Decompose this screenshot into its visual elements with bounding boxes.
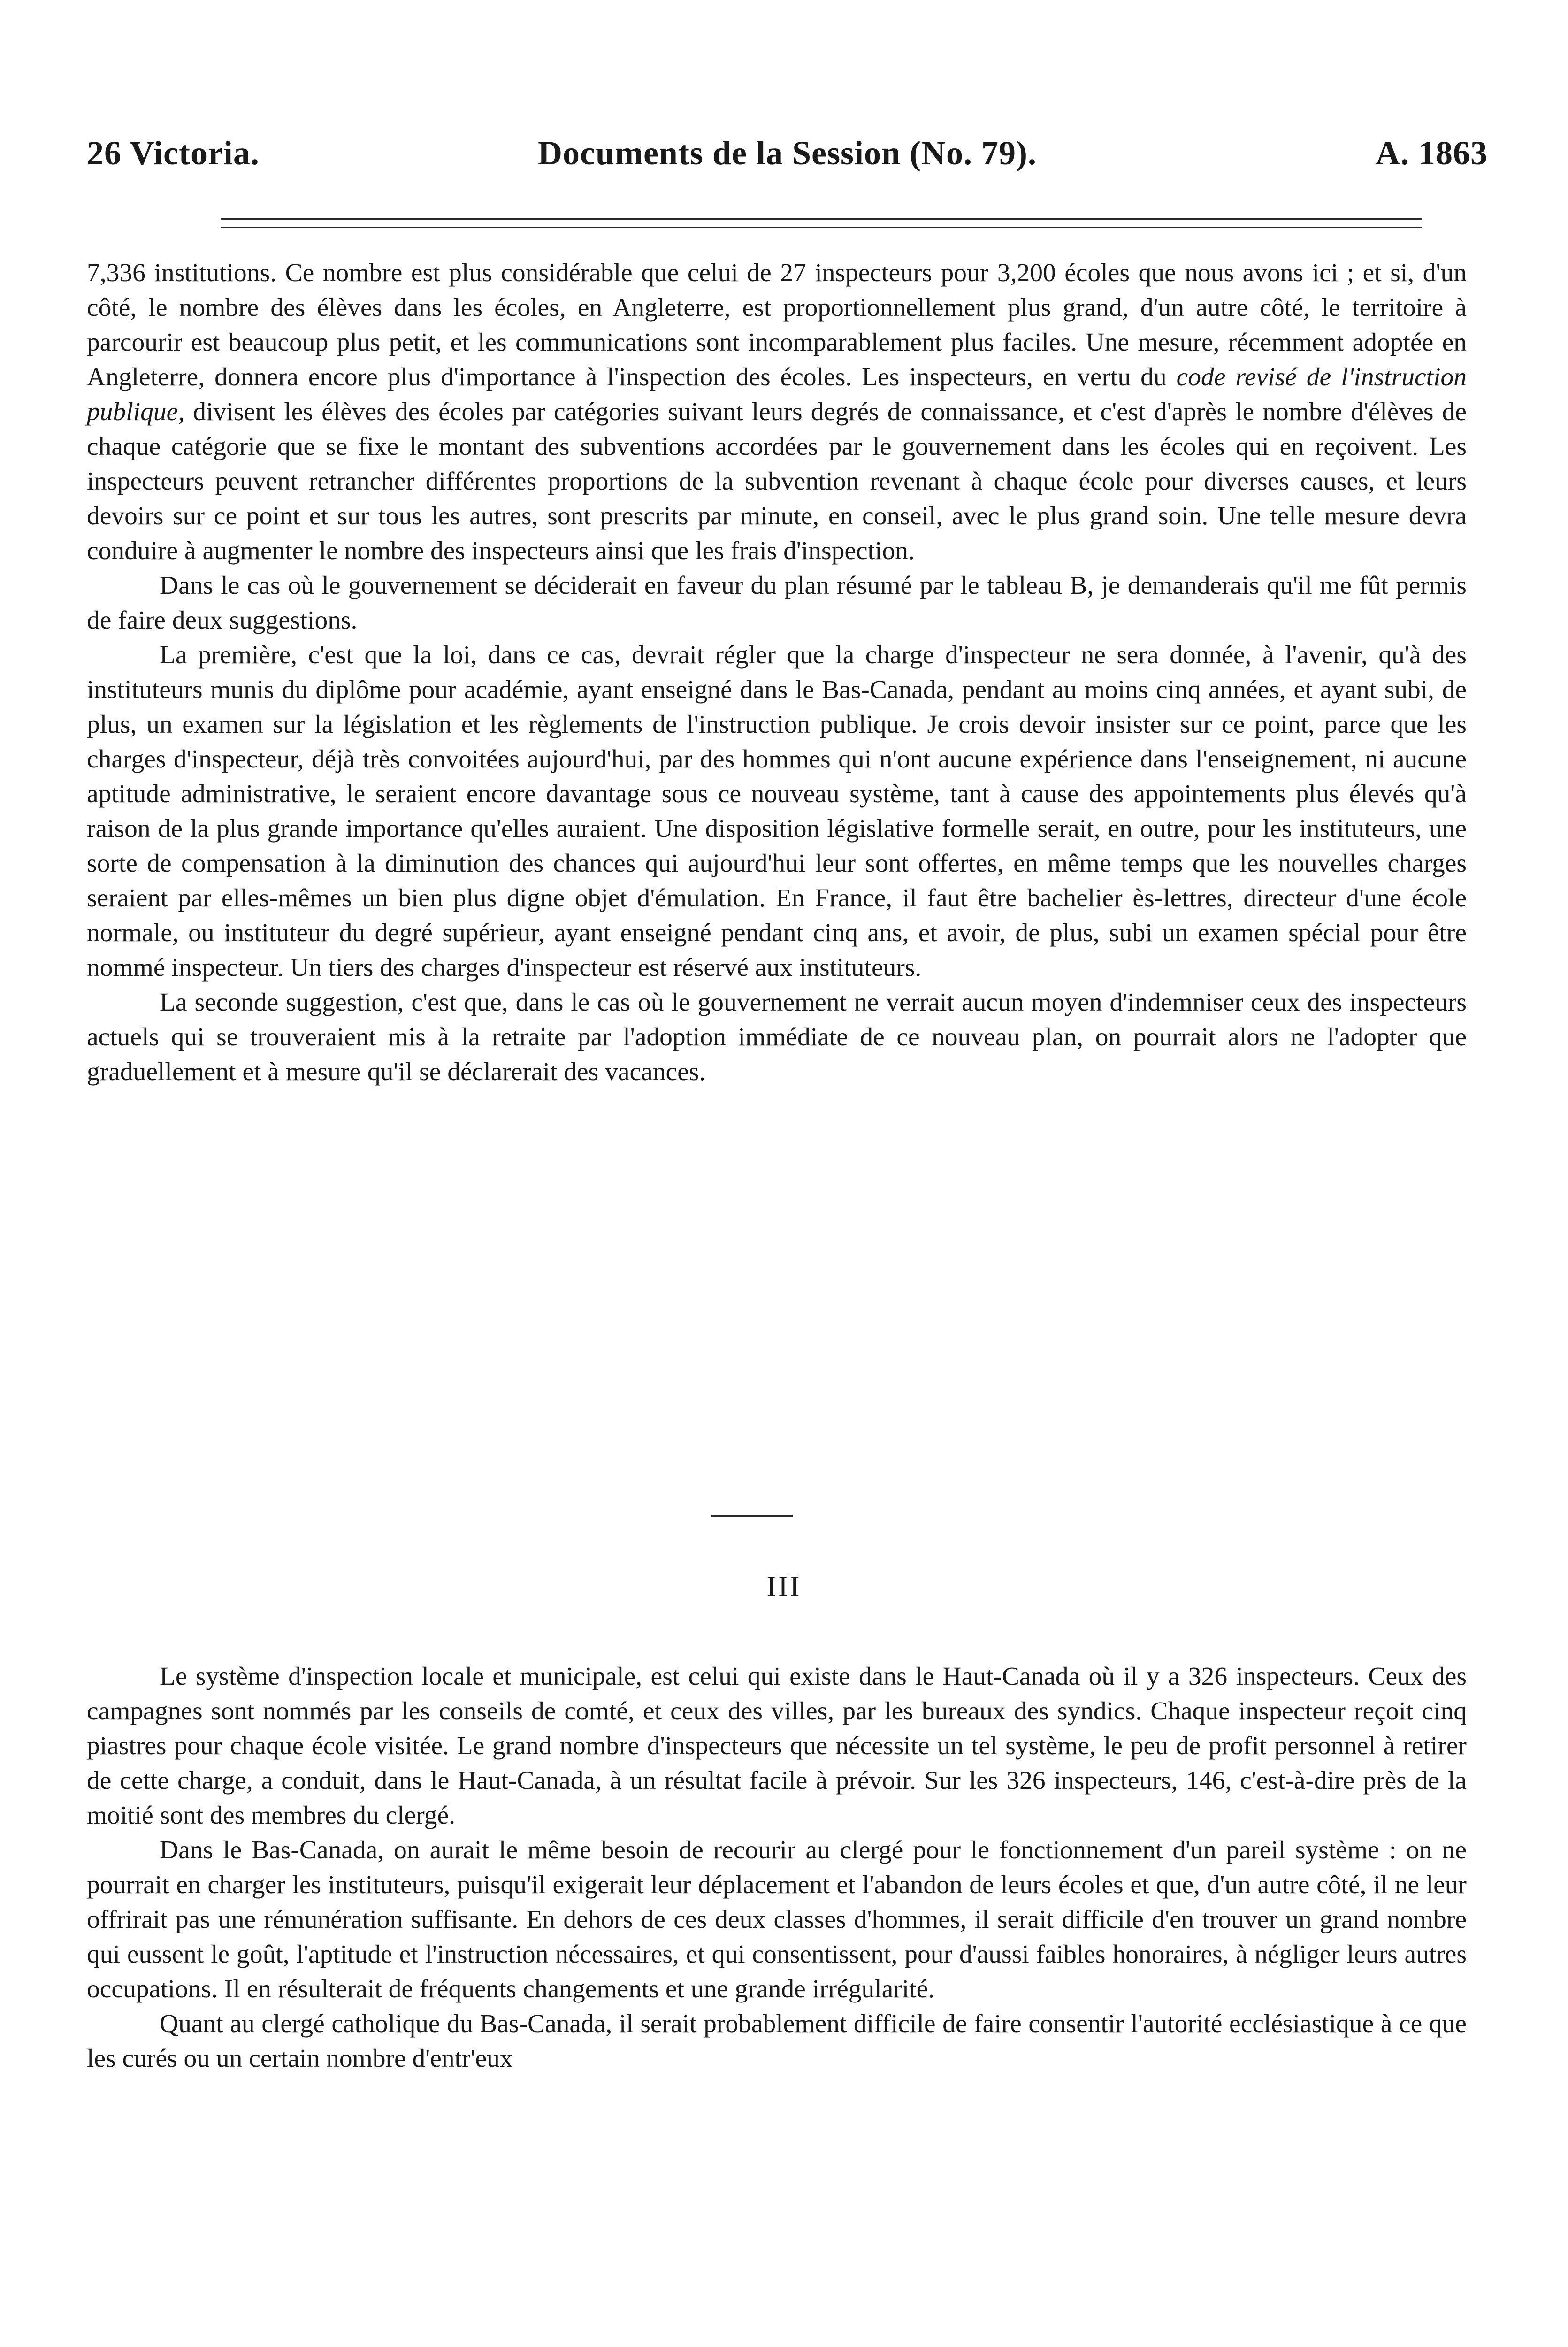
paragraph-text: 7,336 institutions. Ce nombre est plus considérable que celui de 27 inspecteurs pour 3,200 écoles que nous avons ici ; et si, d'un côté, le nombre des élèves dans les écoles, en Angleterre, est proportionnellement plus grand, d'un autre côté, le territoire à parcourir est beaucoup plus petit, et les communications sont incomparablement plus faciles. Une mesure, récemment adoptée en Angleterre, donnera encore plus d'importance à l'inspection des écoles. Les inspecteurs, en vertu du: [87, 259, 1467, 391]
text-block-top: [87, 256, 1467, 1089]
running-header: [87, 134, 1488, 185]
paragraph: Dans le Bas-Canada, on aurait le même besoin de recourir au clergé pour le fonctionnement d'un pareil système : on ne pourrait en charger les instituteurs, puisqu'il exigerait leur déplacement et l'abandon de leurs écoles et que, d'un autre côté, il ne leur offrirait pas une rémunération suffisante. En dehors de ces deux classes d'hommes, il serait difficile d'en trouver un grand nombre qui eussent le goût, l'aptitude et l'instruction nécessaires, et qui consentissent, pour d'aussi faibles honoraires, à négliger leurs autres occupations. Il en résulterait de fréquents changements et une grande irrégularité.: [87, 1836, 1467, 2003]
text-block-bottom: [87, 1659, 1467, 2076]
paragraph: La seconde suggestion, c'est que, dans le cas où le gouvernement ne verrait aucun moyen d'indemniser ceux des inspecteurs actuels qui se trouveraient mis à la retraite par l'adoption immédiate de ce nouveau plan, on pourrait alors ne l'adopter que graduellement et à mesure qu'il se déclarerait des vacances.: [87, 988, 1467, 1086]
paragraph: [87, 256, 1467, 568]
header-session-year: 26 Victoria.: [87, 134, 260, 172]
paragraph: Quant au clergé catholique du Bas-Canada, il serait probablement difficile de faire consentir l'autorité ecclésiastique à ce que les curés ou un certain nombre d'entr'eux: [87, 2010, 1467, 2073]
italic-citation: code revisé de l'instruction publique,: [87, 363, 1467, 426]
paragraph: La première, c'est que la loi, dans ce cas, devrait régler que la charge d'inspecteur ne sera donnée, à l'avenir, qu'à des instituteurs munis du diplôme pour académie, ayant enseigné dans le Bas-Canada, pendant au moins cinq années, et ayant subi, de plus, un examen sur la législation et les règlements de l'instruction publique. Je crois devoir insister sur ce point, parce que les charges d'inspecteur, déjà très convoitées aujourd'hui, par des hommes qui n'ont aucune expérience dans l'enseignement, ni aucune aptitude administrative, le seraient encore davantage sous ce nouveau système, tant à cause des appointements plus élevés qu'à raison de la plus grande importance qu'elles auraient. Une disposition législative formelle serait, en outre, pour les instituteurs, une sorte de compensation à la diminution des chances qui aujourd'hui leur sont offertes, en même temps que les nouvelles charges seraient par elles-mêmes un bien plus digne objet d'émulation. En France, il faut être bachelier ès-lettres, directeur d'une école normale, ou instituteur du degré supérieur, ayant enseigné pendant cinq ans, et avoir, de plus, subi un examen spécial pour être nommé inspecteur. Un tiers des charges d'inspecteur est réservé aux instituteurs.: [87, 641, 1467, 982]
paragraph: Dans le cas où le gouvernement se déciderait en faveur du plan résumé par le tableau B, je demanderais qu'il me fût permis de faire deux suggestions.: [87, 571, 1467, 635]
paragraph-text: divisent les élèves des écoles par catégories suivant leurs degrés de connaissance, et c'est d'après le nombre d'élèves de chaque catégorie que se fixe le montant des subventions accordées par le gouvernement dans les écoles qui en reçoivent. Les inspecteurs peuvent retrancher différentes proportions de la subvention revenant à chaque école pour diverses causes, et leurs devoirs sur ce point et sur tous les autres, sont prescrits par minute, en conseil, avec le plus grand soin. Une telle mesure devra conduire à augmenter le nombre des inspecteurs ainsi que les frais d'inspection.: [87, 398, 1467, 565]
header-year: A. 1863: [1376, 134, 1488, 172]
section-heading: III: [766, 1571, 802, 1603]
paragraph: Le système d'inspection locale et municipale, est celui qui existe dans le Haut-Canada où il y a 326 inspecteurs. Ceux des campagnes sont nommés par les conseils de comté, et ceux des villes, par les bureaux des syndics. Chaque inspecteur reçoit cinq piastres pour chaque école visitée. Le grand nombre d'inspecteurs que nécessite un tel système, le peu de profit personnel à retirer de cette charge, a conduit, dans le Haut-Canada, à un résultat facile à prévoir. Sur les 326 inspecteurs, 146, c'est-à-dire près de la moitié sont des membres du clergé.: [87, 1662, 1467, 1830]
header-double-rule: [221, 218, 1422, 228]
section-divider-ornament: [711, 1514, 793, 1519]
header-document-title: Documents de la Session (No. 79).: [537, 134, 1037, 172]
